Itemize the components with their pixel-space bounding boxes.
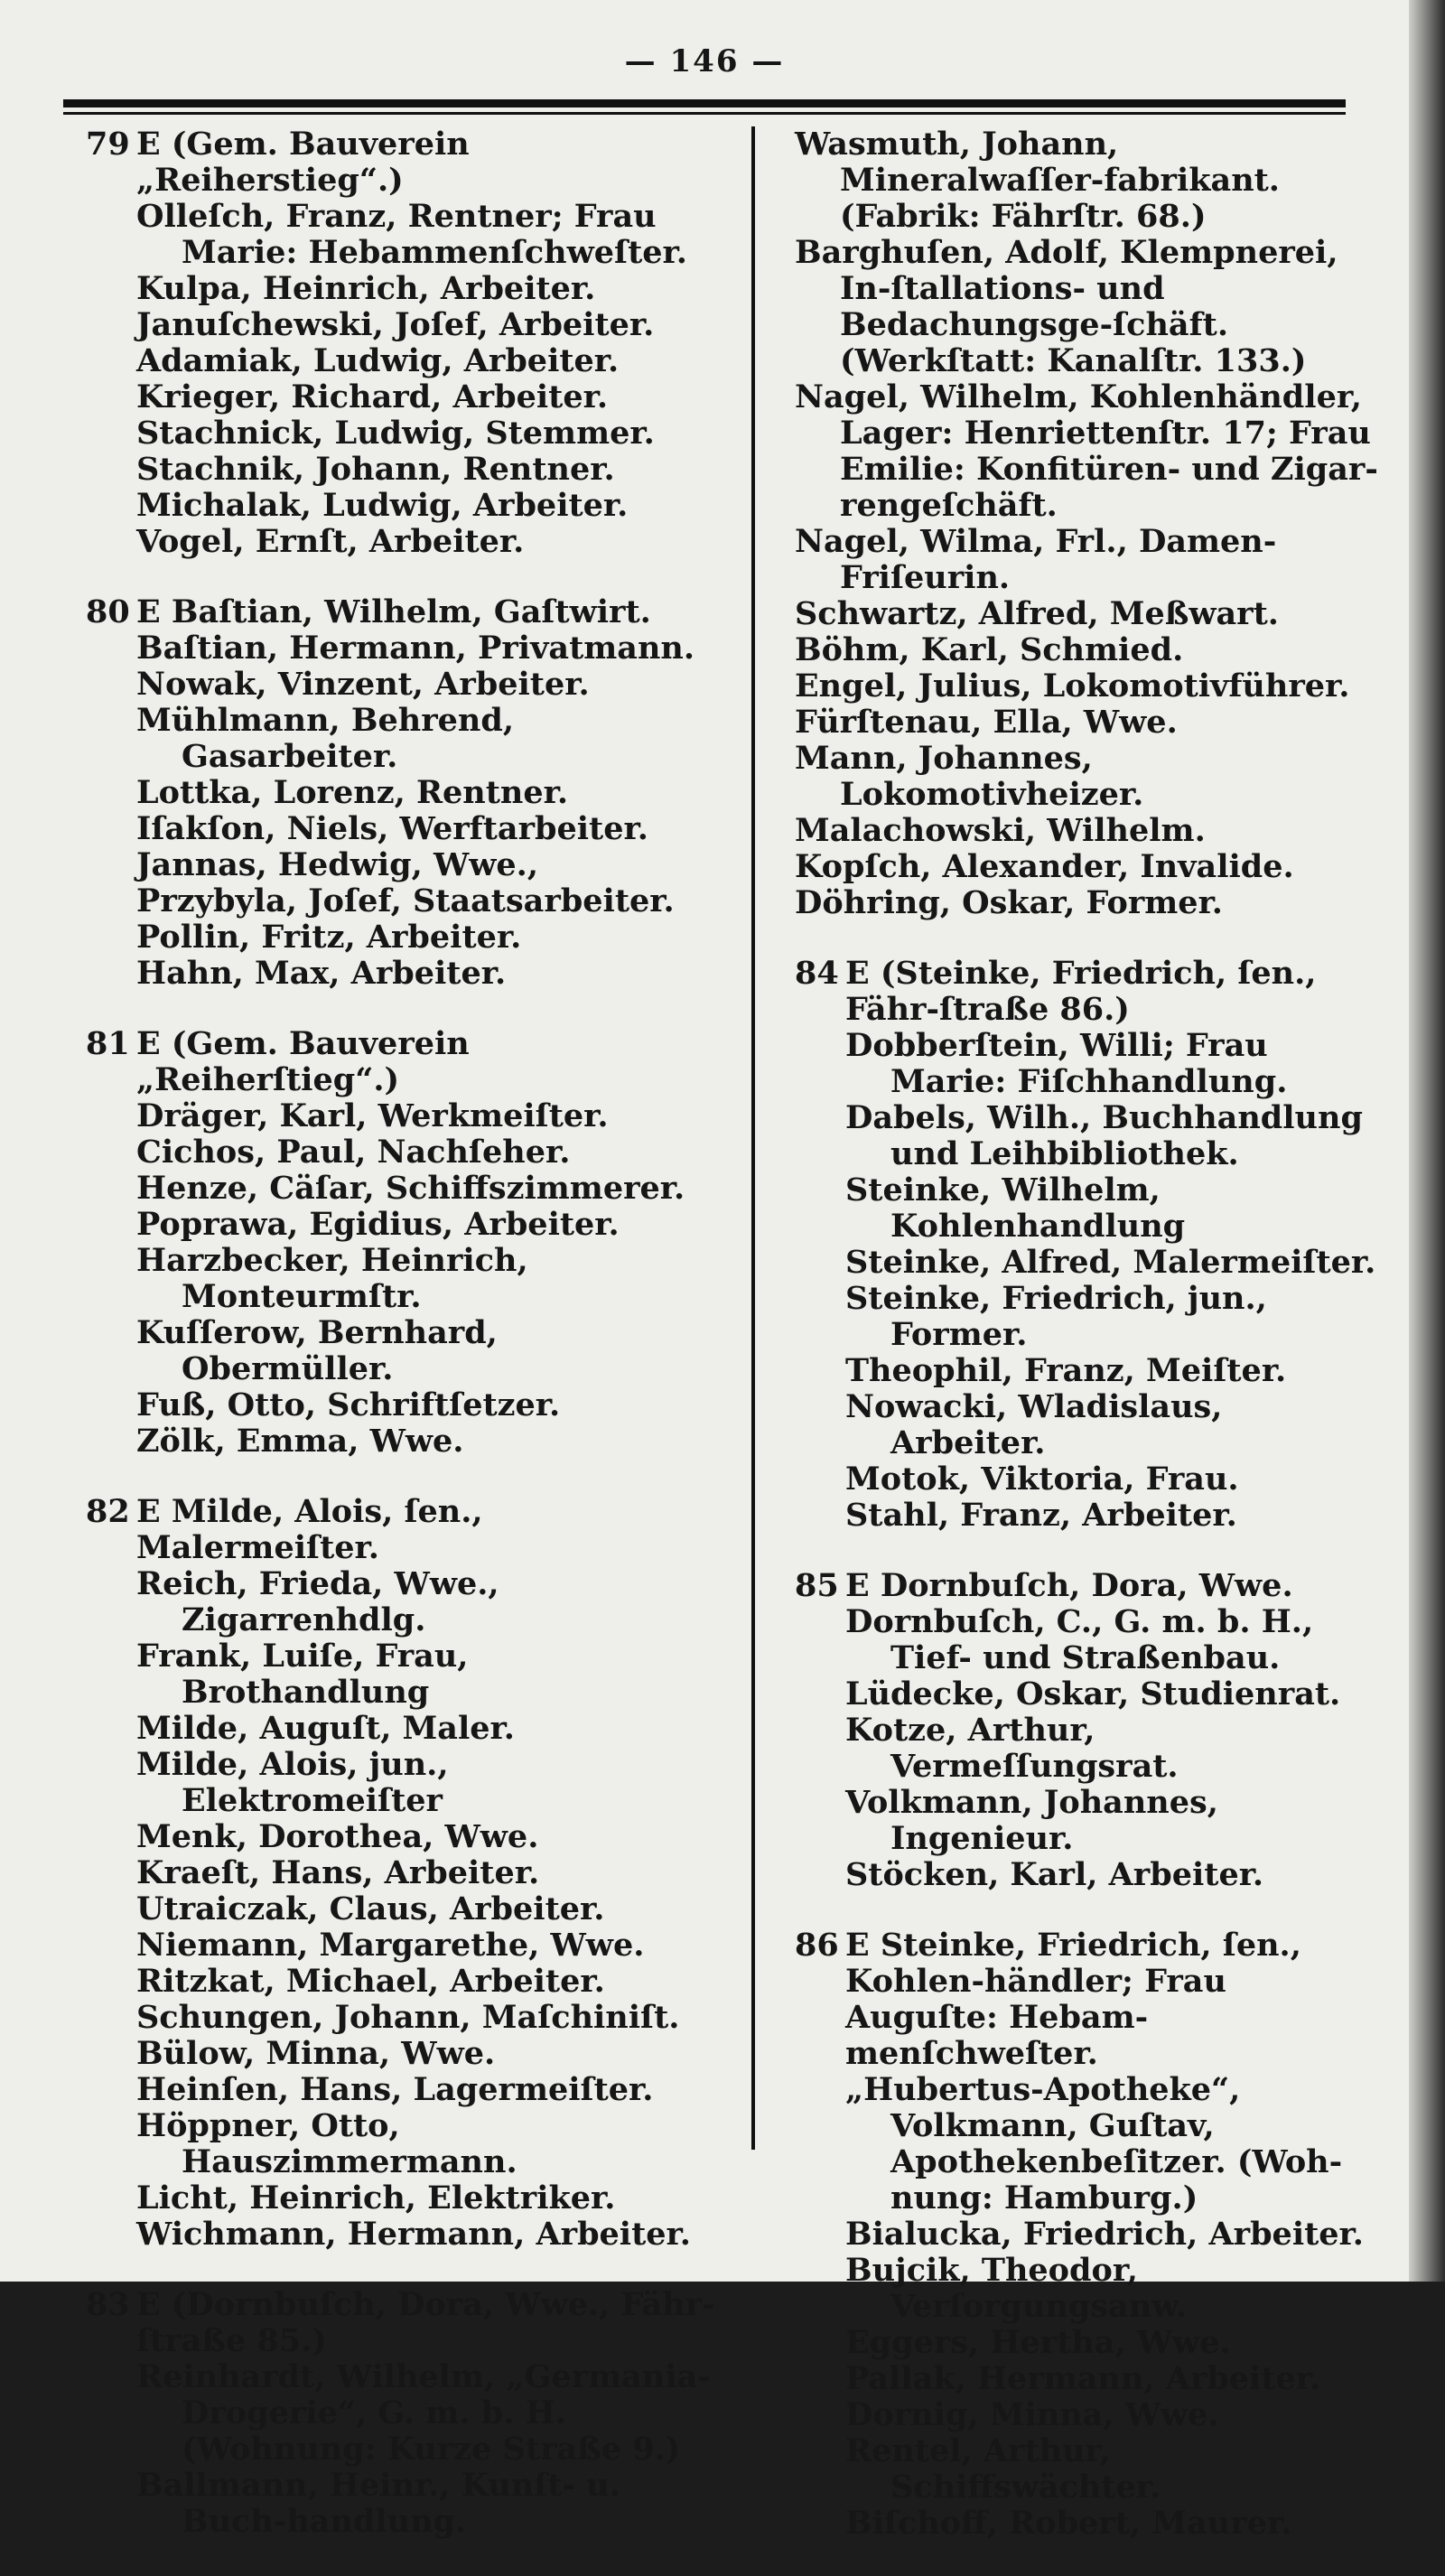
resident-entry: Hahn, Max, Arbeiter. [136,955,507,992]
resident-entry: Theophil, Franz, Meiſter. [845,1352,1287,1389]
house-heading [86,126,718,199]
house-block [795,1568,1409,1893]
resident-entry: Barghuſen, Adolf, Klempnerei, In-ſtallations- und Bedachungsge-ſchäft. (Werkſtatt: Kanalſtr. 133.) [795,234,1338,379]
resident-entry: Stachnik, Johann, Rentner. [136,451,615,488]
resident-entry: Zölk, Emma, Wwe. [136,1423,464,1460]
house-heading-text: E Baſtian, Wilhelm, Gaſtwirt. [136,593,651,630]
resident-entry: Henze, Cäſar, Schiffszimmerer. [136,1170,685,1207]
house-heading [86,594,718,630]
header-rule-thin [63,112,1346,115]
resident-entry: Rentel, Arthur, Schiffswächter. [845,2432,1161,2506]
resident-entry: Kulpa, Heinrich, Arbeiter. [136,270,596,307]
resident-entry: Kotze, Arthur, Vermeſſungsrat. [845,1712,1179,1785]
resident-entry: Bialucka, Friedrich, Arbeiter. [845,2216,1364,2253]
resident-entry: Mann, Johannes, Lokomotivheizer. [795,740,1144,813]
right-column [795,126,1409,2576]
resident-entry: Bülow, Minna, Wwe. [136,2035,496,2072]
house-heading-text: E (Steinke, Friedrich, ſen., Fähr-ſtraße 86.) [845,955,1317,1028]
house-number: 81 [86,1025,130,1062]
resident-entry: Stahl, Franz, Arbeiter. [845,1497,1237,1534]
resident-entry: Ballmann, Heinr., Kunſt- u. Buch-handlung. [136,2467,620,2540]
resident-entry: Nagel, Wilhelm, Kohlenhändler, Lager: Henriettenſtr. 17; Frau Emilie: Konfitüren- und Zigar-rengeſchäft. [795,378,1378,524]
resident-entry: Adamiak, Ludwig, Arbeiter. [136,342,620,379]
resident-entry: Poprawa, Egidius, Arbeiter. [136,1206,620,1243]
resident-entry: Steinke, Friedrich, jun., Former. [845,1280,1267,1353]
house-heading [86,2287,718,2359]
resident-entry: Heinſen, Hans, Lagermeiſter. [136,2071,654,2108]
house-block [795,956,1409,1534]
resident-entry: Milde, Alois, jun., Elektromeiſter [136,1746,449,1819]
house-number: 84 [795,955,839,992]
resident-entry: Ritzkat, Michael, Arbeiter. [136,1963,605,2000]
house-number: 80 [86,593,130,630]
resident-entry: Schungen, Johann, Maſchiniſt. [136,1999,680,2036]
house-number: 79 [86,126,130,163]
house-heading [86,1026,718,1098]
resident-entry: Volkmann, Johannes, Ingenieur. [845,1784,1218,1857]
resident-entry: Lüdecke, Oskar, Studienrat. [845,1675,1341,1713]
resident-entry: Menk, Dorothea, Wwe. [136,1818,539,1855]
resident-entry: „Hubertus-Apotheke“, Volkmann, Guſtav, Apothekenbeſitzer. (Woh-nung: Hamburg.) [845,2071,1343,2217]
house-heading-text: E Dornbuſch, Dora, Wwe. [845,1567,1293,1604]
resident-entry: Vogel, Ernſt, Arbeiter. [136,523,525,560]
house-block [795,1927,1409,2542]
resident-entry: Harzbecker, Heinrich, Monteurmſtr. [136,1242,528,1315]
resident-entry: Böhm, Karl, Schmied. [795,631,1184,668]
resident-entry: Döhring, Oskar, Former. [795,884,1223,921]
resident-entry: Fuß, Otto, Schriftſetzer. [136,1386,561,1423]
resident-entry: Reich, Frieda, Wwe., Zigarrenhdlg. [136,1565,499,1638]
resident-entry: Reinhardt, Wilhelm, „Germania-Drogerie“, G. m. b. H. (Wohnung: Kurze Straße 9.) [136,2358,711,2468]
resident-entry: Cichos, Paul, Nachſeher. [136,1134,571,1171]
house-heading-text: E (Dornbuſch, Dora, Wwe., Fähr-ſtraße 85.) [136,2286,715,2359]
resident-entry: Höppner, Otto, Hauszimmermann. [136,2107,517,2180]
house-heading [86,1494,718,1566]
house-number: 86 [795,1927,839,1964]
resident-entry: Przybyla, Joſef, Staatsarbeiter. [136,882,675,919]
resident-entry: Nowak, Vinzent, Arbeiter. [136,666,590,703]
resident-entry: Milde, Auguſt, Maler. [136,1710,515,1747]
house-block [86,126,718,560]
resident-entry: Steinke, Wilhelm, Kohlenhandlung [845,1171,1186,1245]
resident-entry: Dornbuſch, C., G. m. b. H., Tief- und Straßenbau. [845,1603,1314,1676]
house-heading [795,1568,1382,1604]
resident-entry: Januſchewski, Joſef, Arbeiter. [136,306,655,343]
house-block [86,1494,718,2253]
resident-entry: Mühlmann, Behrend, Gasarbeiter. [136,702,515,775]
resident-entry: Pollin, Fritz, Arbeiter. [136,919,522,956]
resident-entry: Niemann, Margarethe, Wwe. [136,1927,645,1964]
resident-entry: Malachowski, Wilhelm. [795,812,1206,849]
resident-entry: Biſchoff, Robert, Maurer. [845,2505,1292,2542]
resident-entry: Lottka, Lorenz, Rentner. [136,774,569,811]
resident-entry: Baſtian, Hermann, Privatmann. [136,630,695,667]
resident-entry: Utraiczak, Claus, Arbeiter. [136,1890,605,1927]
resident-entry: Jannas, Hedwig, Wwe., [136,846,539,883]
house-number: 85 [795,1567,839,1604]
resident-entry: Dornig, Minna, Wwe. [845,2396,1219,2433]
resident-entry: Dräger, Karl, Werkmeiſter. [136,1097,609,1134]
resident-entry: Motok, Viktoria, Frau. [845,1461,1239,1498]
resident-entry: Kuſſerow, Bernhard, Obermüller. [136,1314,498,1387]
resident-entry: Krieger, Richard, Arbeiter. [136,378,609,415]
resident-entry: Eggers, Hertha, Wwe. [845,2324,1231,2361]
resident-entry: Frank, Luiſe, Frau, Brothandlung [136,1638,469,1711]
resident-entry: Nowacki, Wladislaus, Arbeiter. [845,1388,1223,1461]
resident-entry: Dobberſtein, Willi; Frau Marie: Fiſchhandlung. [845,1027,1288,1100]
house-heading-text: E Milde, Alois, ſen., Malermeiſter. [136,1493,483,1566]
house-heading-text: E (Gem. Bauverein „Reiherstieg“.) [136,126,470,199]
house-heading-text: E Steinke, Friedrich, ſen., Kohlen-händler; Frau Auguſte: Hebam-menſchweſter. [845,1927,1301,2072]
house-block [86,2287,718,2540]
house-heading-text: E (Gem. Bauverein „Reiherſtieg“.) [136,1025,470,1098]
resident-entry: Stachnick, Ludwig, Stemmer. [136,415,655,452]
resident-entry: Pallak, Hermann, Arbeiter. [845,2360,1321,2397]
left-column [86,126,718,2574]
resident-entry: Olleſch, Franz, Rentner; Frau Marie: Hebammenſchweſter. [136,198,687,271]
resident-entry: Steinke, Alfred, Malermeiſter. [845,1244,1376,1281]
resident-entry: Iſakſon, Niels, Werftarbeiter. [136,810,648,847]
house-block [86,1026,718,1460]
resident-entry: Dabels, Wilh., Buchhandlung und Leihbibliothek. [845,1099,1363,1172]
resident-entry: Fürſtenau, Ella, Wwe. [795,704,1178,741]
resident-entry: Licht, Heinrich, Elektriker. [136,2179,616,2217]
house-heading [795,1927,1382,2072]
resident-entry: Nagel, Wilma, Frl., Damen-Friſeurin. [795,523,1277,596]
resident-entry: Engel, Julius, Lokomotivführer. [795,667,1350,705]
resident-entry: Michalak, Ludwig, Arbeiter. [136,487,629,524]
resident-entry: Wasmuth, Johann, Mineralwaſſer-fabrikant. (Fabrik: Fährſtr. 68.) [795,126,1280,235]
house-number: 82 [86,1493,130,1530]
header-rule-thick [63,99,1346,107]
house-number: 83 [86,2286,130,2323]
column-divider [751,126,755,2150]
resident-entry: Bujcik, Theodor, Verſorgungsanw. [845,2252,1187,2325]
page-number: — 146 — [624,43,785,79]
resident-entry: Wichmann, Hermann, Arbeiter. [136,2216,691,2253]
house-block [86,594,718,992]
resident-entry: Kraeſt, Hans, Arbeiter. [136,1854,540,1891]
page-edge-shadow [1409,0,1445,2282]
resident-entry: Schwartz, Alfred, Meßwart. [795,595,1279,632]
resident-entry: Stöcken, Karl, Arbeiter. [845,1856,1264,1893]
house-block [795,126,1409,921]
house-heading [795,956,1382,1028]
resident-entry: Kopſch, Alexander, Invalide. [795,848,1294,885]
